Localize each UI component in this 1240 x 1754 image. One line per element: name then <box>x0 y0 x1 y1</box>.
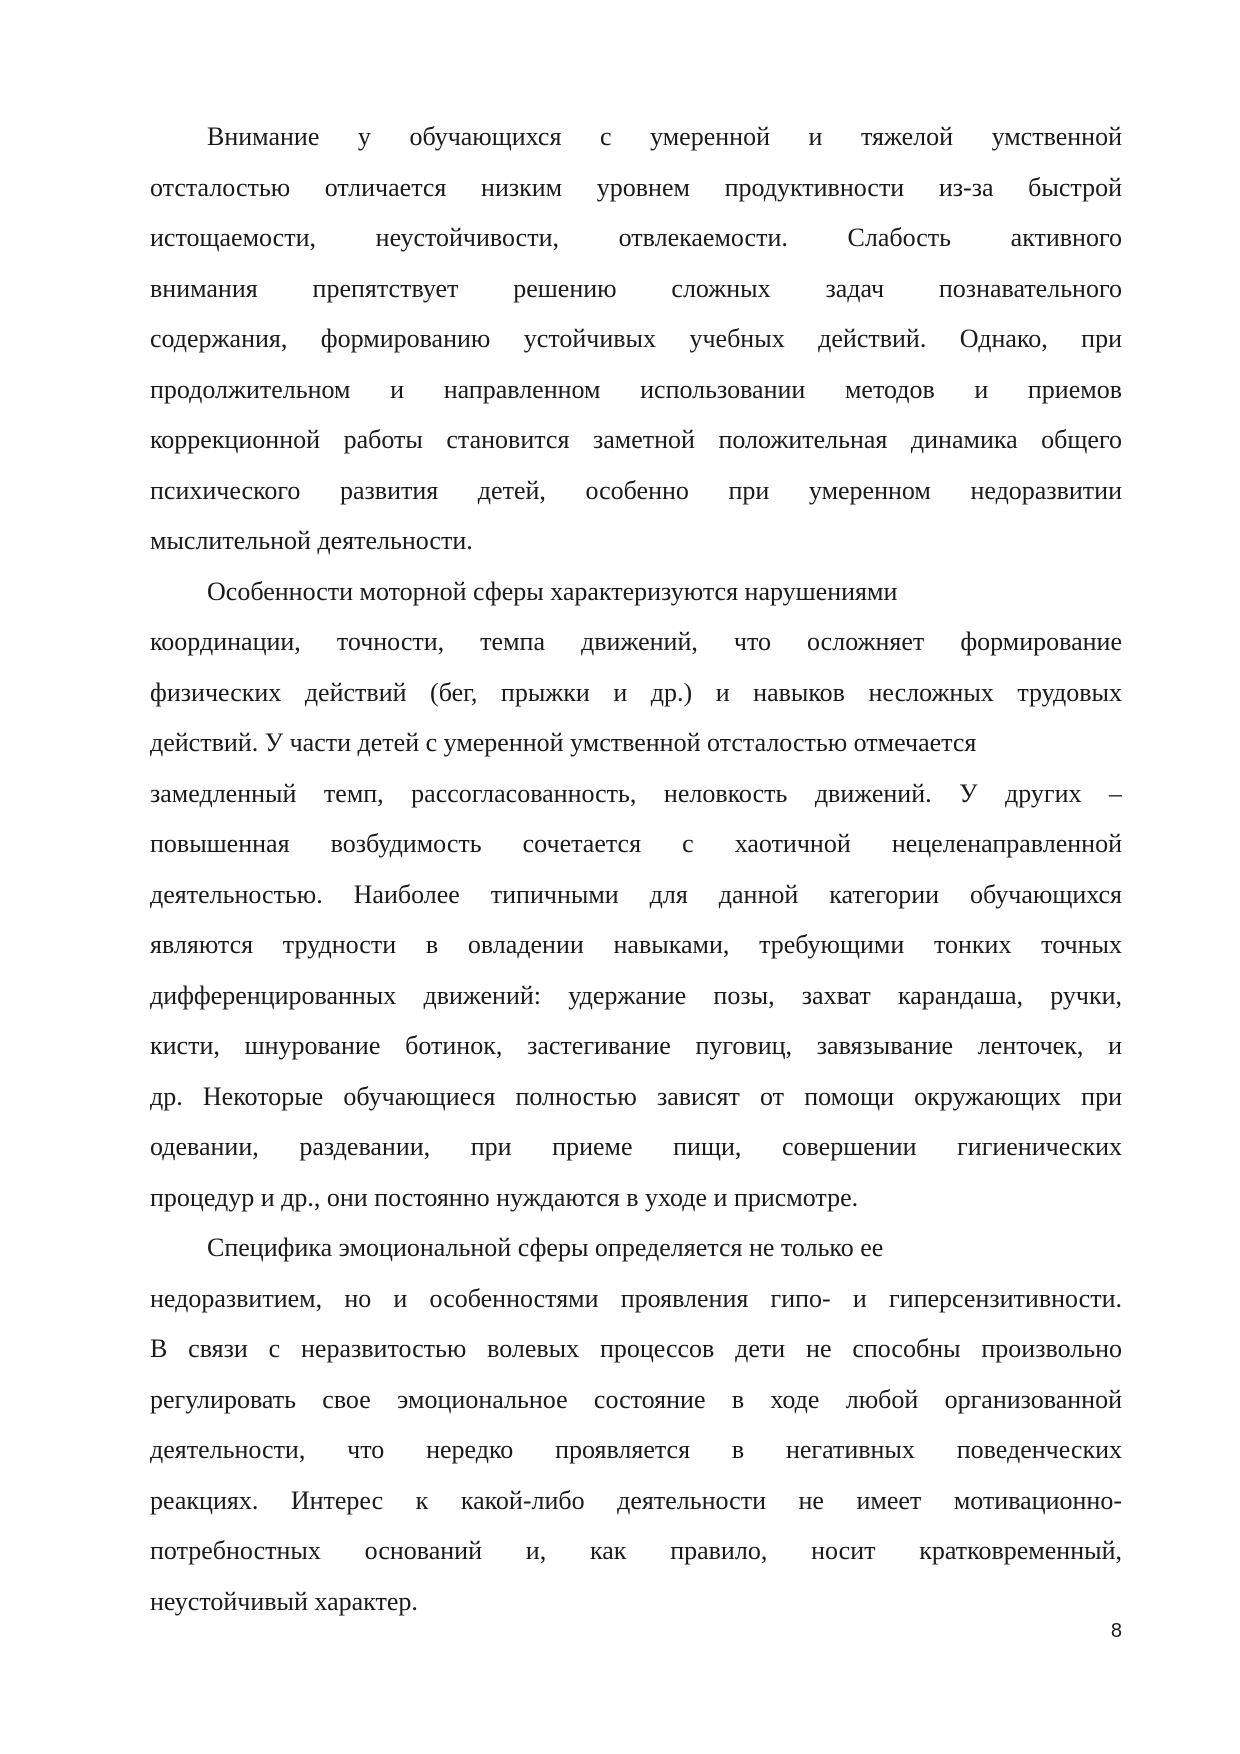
paragraph-line: одевании, раздевании, при приеме пищи, совершении гигиенических <box>150 1132 1122 1161</box>
paragraph-attention <box>150 112 1122 567</box>
paragraph-line: В связи с неразвитостью волевых процессов дети не способны произвольно <box>150 1334 1122 1363</box>
page-number: 8 <box>1110 1620 1122 1642</box>
paragraph-line: Особенности моторной сферы характеризуются нарушениями <box>207 576 898 606</box>
paragraph-motor-sphere <box>150 567 1122 1224</box>
paragraph-line: деятельности, что нередко проявляется в негативных поведенческих <box>150 1435 1122 1464</box>
paragraph-line: мыслительной деятельности. <box>150 526 473 555</box>
paragraph-line: истощаемости, неустойчивости, отвлекаемости. Слабость активного <box>150 223 1122 252</box>
paragraph-line: действий. У части детей с умеренной умственной отсталостью отмечается <box>150 728 977 757</box>
paragraph-line: Внимание у обучающихся с умеренной и тяжелой умственной <box>207 122 1122 151</box>
paragraph-line: дифференцированных движений: удержание позы, захват карандаша, ручки, <box>150 980 1122 1010</box>
paragraph-line: неустойчивый характер. <box>150 1586 418 1616</box>
paragraph-line: процедур и др., они постоянно нуждаются в уходе и присмотре. <box>150 1182 859 1212</box>
paragraph-line: повышенная возбудимость сочетается с хаотичной нецеленаправленной <box>150 829 1122 858</box>
paragraph-line: Специфика эмоциональной сферы определяется не только ее <box>207 1233 884 1262</box>
paragraph-line: деятельностью. Наиболее типичными для данной категории обучающихся <box>150 879 1122 909</box>
body-text <box>150 112 1122 1627</box>
paragraph-line: психического развития детей, особенно при умеренном недоразвитии <box>150 475 1122 505</box>
paragraph-line: физических действий (бег, прыжки и др.) и навыков несложных трудовых <box>150 677 1122 707</box>
paragraph-line: являются трудности в овладении навыками, требующими тонких точных <box>150 930 1122 959</box>
paragraph-line: замедленный темп, рассогласованность, неловкость движений. У других – <box>150 778 1122 808</box>
paragraph-line: потребностных оснований и, как правило, носит кратковременный, <box>150 1536 1122 1565</box>
paragraph-line: содержания, формированию устойчивых учебных действий. Однако, при <box>150 324 1122 353</box>
paragraph-line: координации, точности, темпа движений, что осложняет формирование <box>150 627 1122 656</box>
paragraph-line: реакциях. Интерес к какой-либо деятельности не имеет мотивационно- <box>150 1485 1122 1515</box>
paragraph-line: др. Некоторые обучающиеся полностью зависят от помощи окружающих при <box>150 1081 1122 1111</box>
paragraph-line: отсталостью отличается низким уровнем продуктивности из-за быстрой <box>150 172 1122 202</box>
paragraph-line: регулировать свое эмоциональное состояние в ходе любой организованной <box>150 1384 1122 1414</box>
paragraph-emotional-sphere <box>150 1223 1122 1627</box>
paragraph-line: продолжительном и направленном использовании методов и приемов <box>150 374 1122 404</box>
paragraph-line: кисти, шнурование ботинок, застегивание пуговиц, завязывание ленточек, и <box>150 1031 1122 1060</box>
paragraph-line: коррекционной работы становится заметной положительная динамика общего <box>150 425 1122 454</box>
paragraph-line: внимания препятствует решению сложных задач познавательного <box>150 273 1122 303</box>
paragraph-line: недоразвитием, но и особенностями проявления гипо- и гиперсензитивности. <box>150 1283 1122 1313</box>
